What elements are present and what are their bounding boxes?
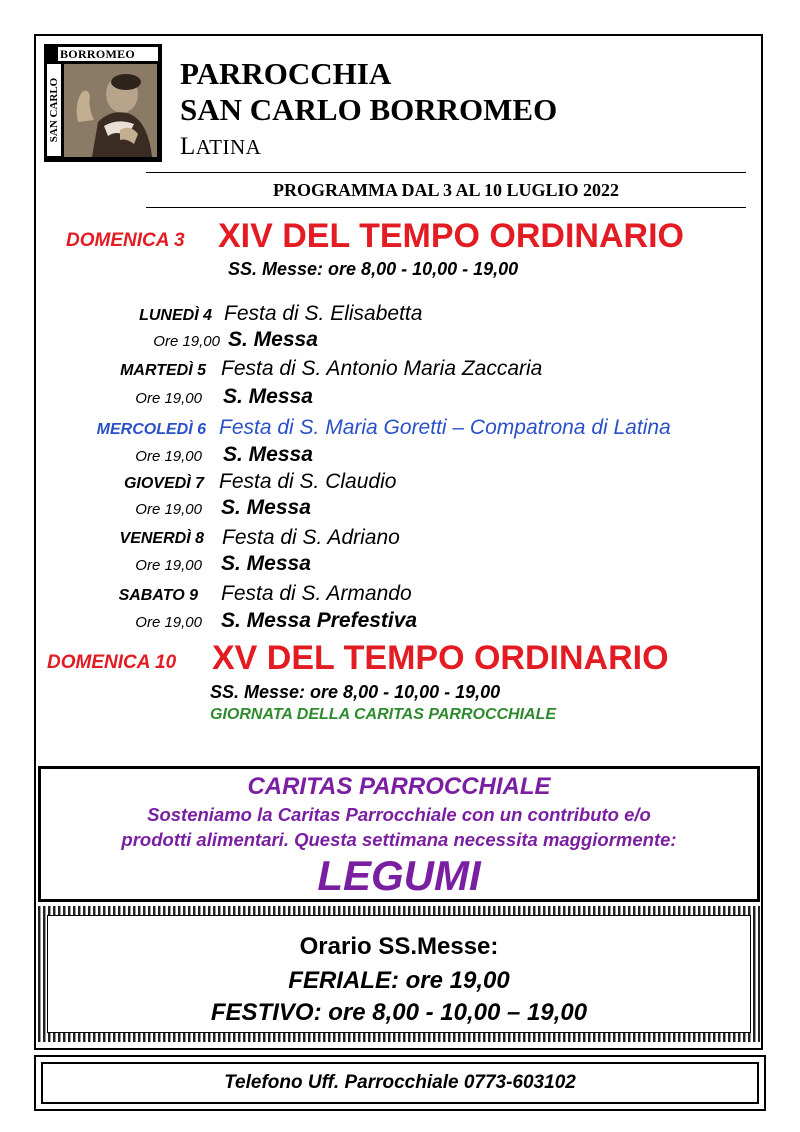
time-wednesday: Ore 19,00 [135, 448, 202, 465]
parish-title-line2: SAN CARLO BORROMEO [180, 92, 558, 127]
mass-wednesday: S. Messa [223, 443, 313, 466]
mass-tuesday: S. Messa [223, 385, 313, 408]
mass-schedule-festivo: FESTIVO: ore 8,00 - 10,00 – 19,00 [210, 999, 588, 1026]
mass-thursday: S. Messa [221, 496, 311, 519]
logo-side-text: SAN CARLO [48, 77, 60, 143]
sunday1-messe: SS. Messe: ore 8,00 - 10,00 - 19,00 [228, 259, 519, 279]
city-name [180, 132, 261, 162]
program-heading: PROGRAMMA DAL 3 AL 10 LUGLIO 2022 [272, 180, 620, 200]
divider-top [146, 172, 746, 173]
time-friday: Ore 19,00 [135, 557, 202, 574]
sunday1-title: XIV DEL TEMPO ORDINARIO [218, 217, 684, 255]
logo-side-band [47, 64, 61, 156]
feast-tuesday: Festa di S. Antonio Maria Zaccaria [221, 357, 543, 380]
feast-saturday: Festa di S. Armando [221, 582, 412, 605]
time-monday: Ore 19,00 [153, 333, 220, 350]
feast-wednesday: Festa di S. Maria Goretti – Compatrona di Latina [219, 416, 671, 439]
saint-portrait-image [64, 64, 157, 157]
sunday1-day: DOMENICA 3 [66, 230, 185, 251]
sunday2-title: XV DEL TEMPO ORDINARIO [212, 639, 669, 677]
caritas-day-note: GIORNATA DELLA CARITAS PARROCCHIALE [210, 706, 557, 723]
caritas-title: CARITAS PARROCCHIALE [247, 773, 551, 800]
feast-monday: Festa di S. Elisabetta [224, 302, 423, 325]
mass-schedule-inner [47, 915, 751, 1033]
mass-friday: S. Messa [221, 552, 311, 575]
caritas-box [38, 766, 760, 902]
sunday2-messe: SS. Messe: ore 8,00 - 10,00 - 19,00 [210, 682, 501, 702]
mass-schedule-title: Orario SS.Messe: [299, 933, 499, 960]
time-tuesday: Ore 19,00 [135, 390, 202, 407]
phone-box [34, 1055, 766, 1111]
day-label-thursday: GIOVEDÌ 7 [123, 475, 204, 492]
phone-number: Telefono Uff. Parrocchiale 0773-603102 [41, 1062, 759, 1104]
feast-thursday: Festa di S. Claudio [219, 470, 397, 493]
mass-schedule-feriale: FERIALE: ore 19,00 [288, 967, 510, 994]
time-thursday: Ore 19,00 [135, 501, 202, 518]
day-label-monday: LUNEDÌ 4 [139, 307, 212, 324]
mass-saturday: S. Messa Prefestiva [221, 609, 418, 632]
sunday2-day: DOMENICA 10 [47, 652, 177, 673]
mass-schedule-box [38, 906, 760, 1042]
caritas-needed-item: LEGUMI [317, 852, 481, 899]
city-rest: ATINA [195, 135, 262, 159]
logo-top-text: BORROMEO [58, 47, 158, 61]
saint-portrait-icon [64, 64, 157, 157]
day-label-saturday: SABATO 9 [118, 587, 198, 604]
parish-title-line1: PARROCCHIA [180, 56, 392, 91]
day-label-tuesday: MARTEDÌ 5 [120, 362, 206, 379]
caritas-line1: Sosteniamo la Caritas Parrocchiale con un contributo e/o [147, 804, 651, 825]
day-label-wednesday: MERCOLEDÌ 6 [96, 421, 206, 438]
city-first-letter: L [180, 133, 196, 160]
divider-bottom [146, 207, 746, 208]
time-saturday: Ore 19,00 [135, 614, 202, 631]
feast-friday: Festa di S. Adriano [222, 526, 400, 549]
day-label-friday: VENERDÌ 8 [119, 530, 204, 547]
mass-monday: S. Messa [228, 328, 318, 351]
caritas-line2: prodotti alimentari. Questa settimana necessita maggiormente: [121, 829, 677, 850]
parish-logo [44, 44, 162, 162]
